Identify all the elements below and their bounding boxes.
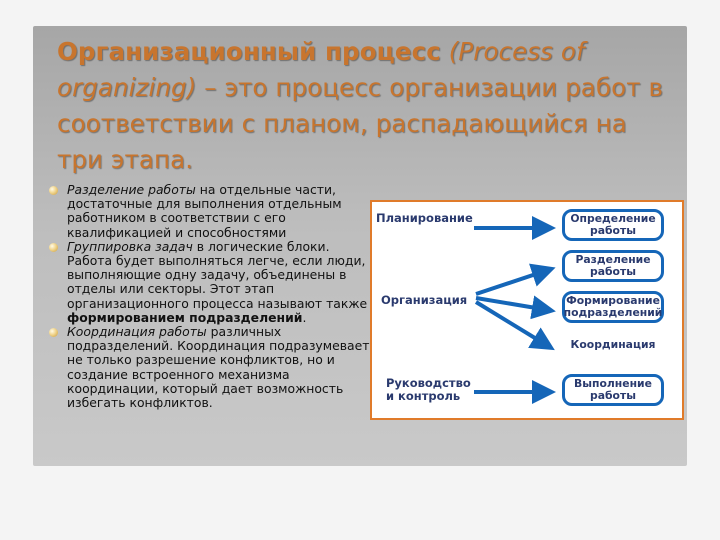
title-definition: – это процесс организации работ в соответствии с планом, распадающийся на три этапа. [57, 73, 664, 174]
bullet-dot-icon [49, 186, 58, 195]
bullet-text: различных подразделений. Координация подразумевает не только разрешение конфликтов, но и создание встроенного механизма координации, который дает возможность избегать конфликтов. [67, 324, 370, 411]
task-departments: Формирование подразделений [562, 291, 664, 323]
bullet-item [45, 183, 375, 240]
bullet-item [45, 325, 375, 410]
bullet-text: на отдельные части, достаточные для выполнения отдельным работником в соответствии с его квалификацией и способностями [67, 182, 342, 240]
bullet-dot-icon [49, 243, 58, 252]
stage-control: Руководство и контроль [386, 376, 471, 403]
stage-planning: Планирование [376, 211, 473, 225]
bullet-text: в логические блоки. Работа будет выполняться легче, если люди, выполняющие одну задачу, объединены в отделы или секторы. Этот этап организационного процесса называют также [67, 238, 368, 311]
arrow-org-division [476, 270, 548, 294]
bullet-tail: . [302, 309, 307, 325]
bullet-lead: Разделение работы [67, 182, 196, 197]
bullet-lead: Координация работы [67, 324, 207, 340]
title-term: Организационный процесс [57, 37, 441, 66]
stage-organizing: Организация [381, 293, 468, 307]
title-english: (Process of organizing) [57, 37, 585, 102]
bullet-list [45, 183, 375, 410]
task-execution: Выполнение работы [562, 374, 664, 406]
slide-title [57, 34, 677, 178]
task-definition: Определение работы [562, 209, 664, 241]
bullet-dot-icon [49, 328, 58, 337]
process-diagram [370, 200, 684, 420]
bullet-lead: Группировка задач [67, 238, 193, 254]
bullet-item [45, 240, 375, 325]
task-division: Разделение работы [562, 250, 664, 282]
task-coordination: Координация [562, 329, 664, 361]
bullet-bold: формированием подразделений [67, 309, 303, 325]
